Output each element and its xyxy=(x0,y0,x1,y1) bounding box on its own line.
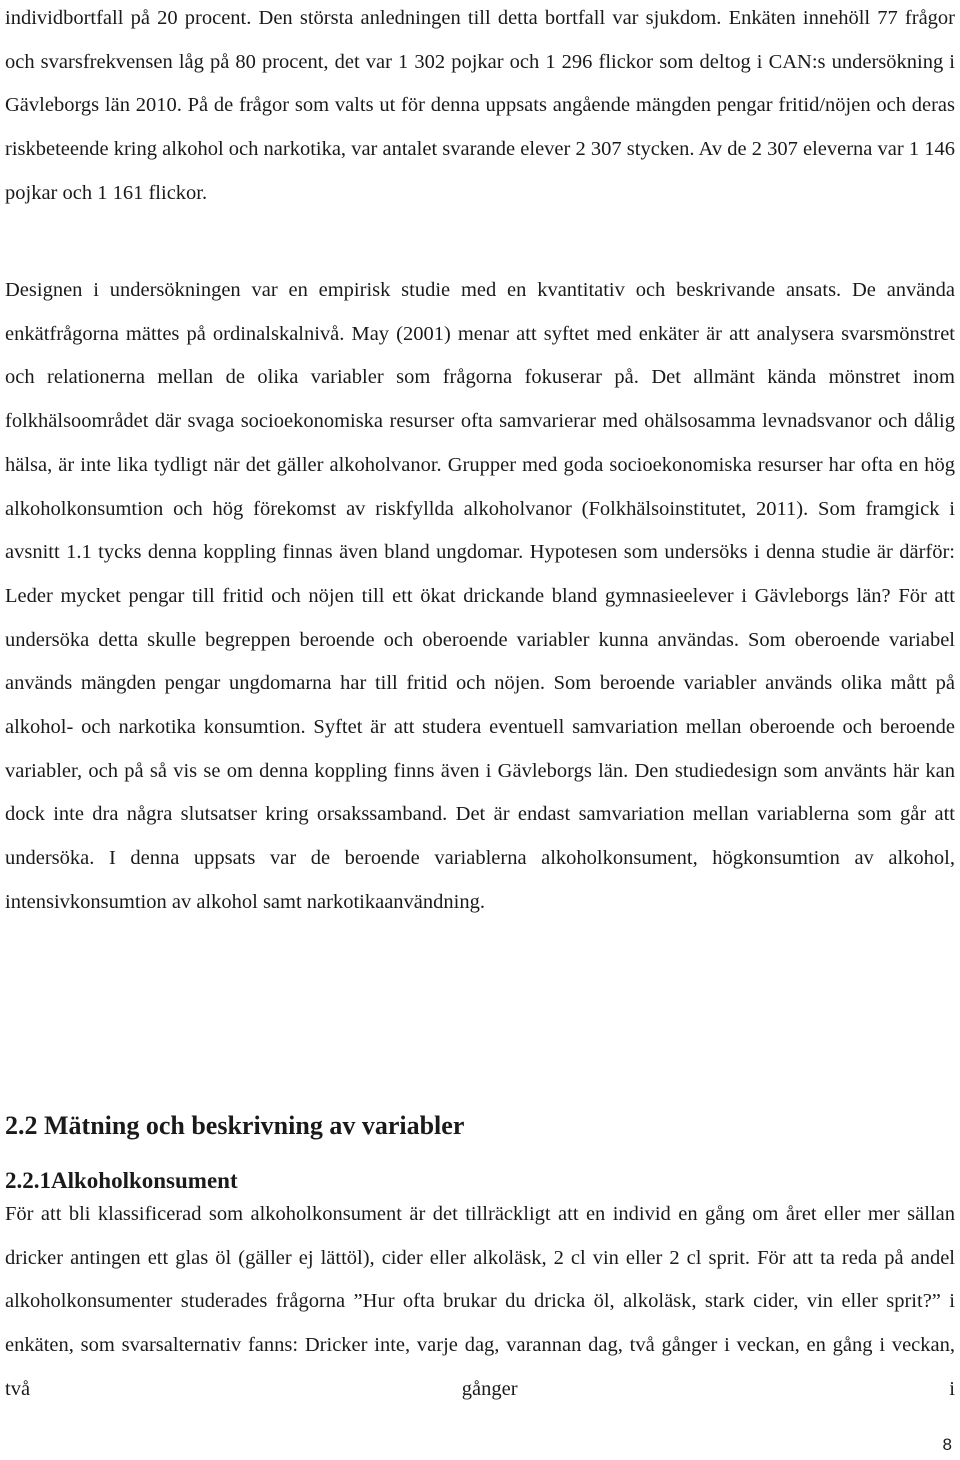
subsection-heading: 2.2.1Alkoholkonsument xyxy=(5,1168,238,1193)
page-number: 8 xyxy=(942,1435,952,1454)
paragraph-intro: individbortfall på 20 procent. Den största anledningen till detta bortfall var sjukdom. Enkäten innehöll 77 frågor och svarsfrekvensen låg på 80 procent, det var 1 302 pojkar och 1 296 flickor som deltog i CAN:s undersökning i Gävleborgs län 2010. På de frågor som valts ut för denna uppsats angående mängden pengar fritid/nöjen och deras riskbeteende kring alkohol och narkotika, var antalet svarande elever 2 307 stycken. Av de 2 307 eleverna var 1 146 pojkar och 1 161 flickor. xyxy=(5,7,955,204)
paragraph-alkoholkonsument: För att bli klassificerad som alkoholkonsument är det tillräckligt att en individ en gång om året eller mer sällan dricker antingen ett glas öl (gäller ej lättöl), cider eller alkoläsk, 2 cl vin eller 2 cl sprit. För att ta reda på andel alkoholkonsumenter studerades frågorna ”Hur ofta brukar du dricka öl, alkoläsk, stark cider, vin eller sprit?” i enkäten, som svarsalternativ fanns: Dricker inte, varje dag, varannan dag, två gånger i veckan, en gång i veckan, två gånger i xyxy=(5,1203,955,1400)
paragraph-design: Designen i undersökningen var en empirisk studie med en kvantitativ och beskrivande ansats. De använda enkätfrågorna mättes på ordinalskalnivå. May (2001) menar att syftet med enkäter är att analysera svarsmönstret och relationerna mellan de olika variabler som frågorna fokuserar på. Det allmänt kända mönstret inom folkhälsoområdet där svaga socioekonomiska resurser ofta samvarierar med ohälsosamma levnadsvanor och dålig hälsa, är inte lika tydligt när det gäller alkoholvanor. Grupper med goda socioekonomiska resurser har ofta en hög alkoholkonsumtion och hög förekomst av riskfyllda alkoholvanor (Folkhälsoinstitutet, 2011). Som framgick i avsnitt 1.1 tycks denna koppling finnas även bland ungdomar. Hypotesen som undersöks i denna studie är därför: Leder mycket pengar till fritid och nöjen till ett ökat drickande bland gymnasieelever i Gävleborgs län? För att undersöka detta skulle begreppen beroende och oberoende variabler kunna användas. Som oberoende variabel används mängden pengar ungdomarna har till fritid och nöjen. Som beroende variabler används olika mått på alkohol- och narkotika konsumtion. Syftet är att studera eventuell samvariation mellan oberoende och beroende variabler, och på så vis se om denna koppling finns även i Gävleborgs län. Den studiedesign som använts här kan dock inte dra några slutsatser kring orsakssamband. Det är endast samvariation mellan variablerna som går att undersöka. I denna uppsats var de beroende variablerna alkoholkonsument, högkonsumtion av alkohol, intensivkonsumtion av alkohol samt narkotikaanvändning. xyxy=(5,279,955,913)
section-heading: 2.2 Mätning och beskrivning av variabler xyxy=(5,1111,465,1140)
